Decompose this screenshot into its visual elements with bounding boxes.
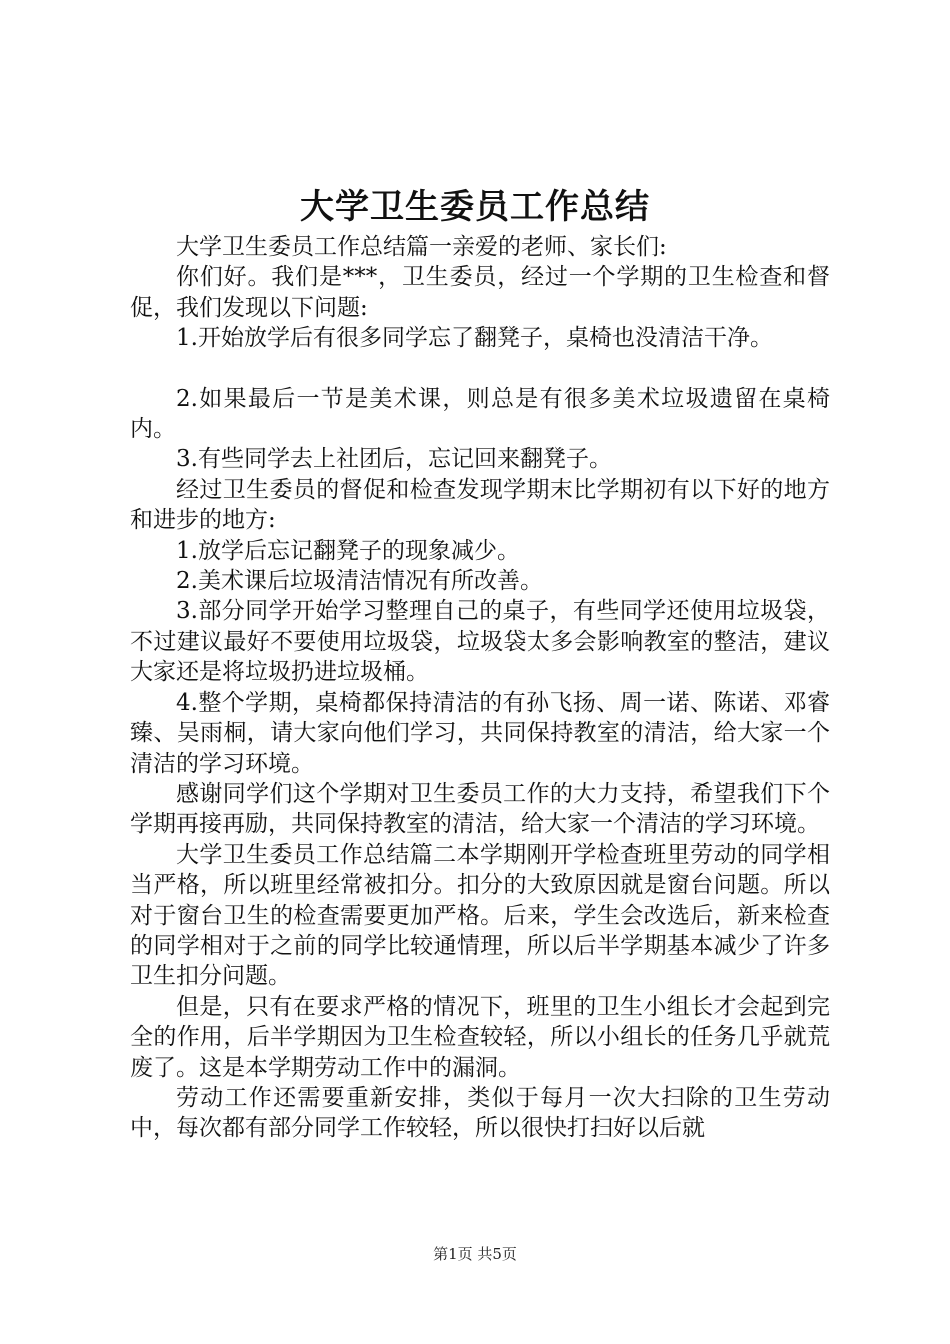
paragraph-problem-2: 2.如果最后一节是美术课，则总是有很多美术垃圾遗留在桌椅内。 xyxy=(130,385,830,443)
paragraph-problem-3: 3.有些同学去上社团后，忘记回来翻凳子。 xyxy=(176,446,612,473)
paragraph-intro: 大学卫生委员工作总结篇一亲爱的老师、家长们: xyxy=(176,234,667,260)
document-title: 大学卫生委员工作总结 xyxy=(300,187,650,227)
page-number-footer: 第1页 共5页 xyxy=(433,1245,517,1263)
paragraph-progress-intro: 经过卫生委员的督促和检查发现学期末比学期初有以下好的地方和进步的地方: xyxy=(130,476,830,534)
paragraph-part-two: 大学卫生委员工作总结篇二本学期刚开学检查班里劳动的同学相当严格，所以班里经常被扣分。扣分的大致原因就是窗台问题。所以对于窗台卫生的检查需要更加严格。后来，学生会改选后，新来检查的同学相对于之前的同学比较通情理，所以后半学期基本减少了许多卫生扣分问题。 xyxy=(130,841,830,990)
paragraph-gap xyxy=(130,354,830,384)
paragraph-greeting: 你们好。我们是***，卫生委员，经过一个学期的卫生检查和督促，我们发现以下问题: xyxy=(130,264,830,321)
paragraph-labor: 劳动工作还需要重新安排，类似于每月一次大扫除的卫生劳动中，每次都有部分同学工作较轻，所以很快打扫好以后就 xyxy=(130,1084,830,1142)
paragraph-progress-4: 4.整个学期，桌椅都保持清洁的有孙飞扬、周一诺、陈诺、邓睿臻、吴雨桐，请大家向他们学习，共同保持教室的清洁，给大家一个清洁的学习环境。 xyxy=(130,689,830,777)
document-body xyxy=(130,232,830,1144)
paragraph-thanks: 感谢同学们这个学期对卫生委员工作的大力支持，希望我们下个学期再接再励，共同保持教室的清洁，给大家一个清洁的学习环境。 xyxy=(130,780,830,838)
paragraph-however: 但是，只有在要求严格的情况下，班里的卫生小组长才会起到完全的作用，后半学期因为卫生检查较轻，所以小组长的任务几乎就荒废了。这是本学期劳动工作中的漏洞。 xyxy=(130,993,830,1081)
paragraph-progress-1: 1.放学后忘记翻凳子的现象减少。 xyxy=(176,537,520,564)
paragraph-progress-3: 3.部分同学开始学习整理自己的桌子，有些同学还使用垃圾袋，不过建议最好不要使用垃圾袋，垃圾袋太多会影响教室的整洁，建议大家还是将垃圾扔进垃圾桶。 xyxy=(130,598,830,686)
paragraph-progress-2: 2.美术课后垃圾清洁情况有所改善。 xyxy=(176,568,543,595)
paragraph-problem-1: 1.开始放学后有很多同学忘了翻凳子，桌椅也没清洁干净。 xyxy=(176,325,773,352)
